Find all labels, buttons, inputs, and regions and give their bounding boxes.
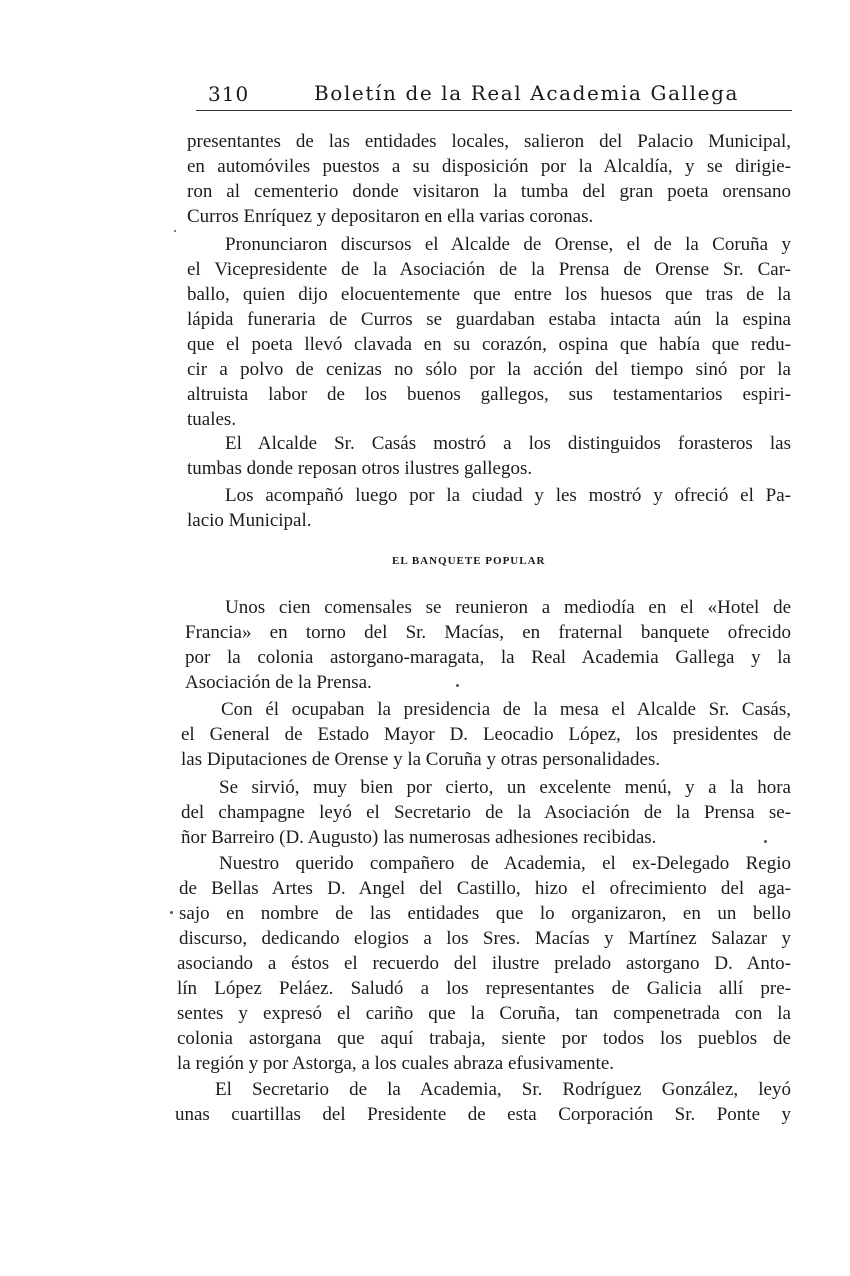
text-line: lápida funeraria de Curros se guardaban estaba intacta aún la espina xyxy=(187,309,791,330)
text-line: el General de Estado Mayor D. Leocadio López, los presidentes de xyxy=(181,724,791,745)
text-line: Los acompañó luego por la ciudad y les mostró y ofreció el Pa- xyxy=(225,485,791,506)
text-line: sajo en nombre de las entidades que lo organizaron, en un bello xyxy=(179,903,791,924)
text-line: del champagne leyó el Secretario de la Asociación de la Prensa se- xyxy=(181,802,791,823)
text-line: el Vicepresidente de la Asociación de la Prensa de Orense Sr. Car- xyxy=(187,259,791,280)
text-line: ñor Barreiro (D. Augusto) las numerosas adhesiones recibidas. xyxy=(181,827,657,848)
text-line: las Diputaciones de Orense y la Coruña y otras personalidades. xyxy=(181,749,661,770)
text-line: presentantes de las entidades locales, salieron del Palacio Municipal, xyxy=(187,131,791,152)
text-line: que el poeta llevó clavada en su corazón, ospina que había que redu- xyxy=(187,334,791,355)
text-line: lacio Municipal. xyxy=(187,510,312,531)
text-line: Con él ocupaban la presidencia de la mesa el Alcalde Sr. Casás, xyxy=(221,699,791,720)
text-line: sentes y expresó el cariño que la Coruña, tan compenetrada con la xyxy=(177,1003,791,1024)
page-number: 310 xyxy=(208,82,250,106)
text-line: lín López Peláez. Saludó a los representantes de Galicia allí pre- xyxy=(177,978,791,999)
text-line: en automóviles puestos a su disposición por la Alcaldía, y se dirigie- xyxy=(187,156,791,177)
text-line: Asociación de la Prensa. xyxy=(185,672,372,693)
text-line: Nuestro querido compañero de Academia, el ex-Delegado Regio xyxy=(219,853,791,874)
text-line: El Secretario de la Academia, Sr. Rodríguez González, leyó xyxy=(215,1079,791,1100)
text-line: tuales. xyxy=(187,409,237,430)
text-line: altruista labor de los buenos gallegos, sus testamentarios espiri- xyxy=(187,384,791,405)
text-line: por la colonia astorgano-maragata, la Real Academia Gallega y la xyxy=(185,647,791,668)
text-line: asociando a éstos el recuerdo del ilustre prelado astorgano D. Anto- xyxy=(177,953,791,974)
text-line: discurso, dedicando elogios a los Sres. Macías y Martínez Salazar y xyxy=(179,928,791,949)
text-line: unas cuartillas del Presidente de esta Corporación Sr. Ponte y xyxy=(175,1104,791,1125)
section-heading: EL BANQUETE POPULAR xyxy=(392,555,546,567)
text-line: Francia» en torno del Sr. Macías, en fraternal banquete ofrecido xyxy=(185,622,791,643)
text-line: Pronunciaron discursos el Alcalde de Orense, el de la Coruña y xyxy=(225,234,791,255)
text-line: Curros Enríquez y depositaron en ella varias coronas. xyxy=(187,206,594,227)
text-line: cir a polvo de cenizas no sólo por la acción del tiempo sinó por la xyxy=(187,359,791,380)
text-line: Unos cien comensales se reunieron a mediodía en el «Hotel de xyxy=(225,597,791,618)
text-line: tumbas donde reposan otros ilustres gallegos. xyxy=(187,458,533,479)
text-line: la región y por Astorga, a los cuales abraza efusivamente. xyxy=(177,1053,615,1074)
scan-speck xyxy=(170,911,173,914)
scan-speck xyxy=(456,684,459,687)
text-line: Se sirvió, muy bien por cierto, un excelente menú, y a la hora xyxy=(219,777,791,798)
scan-speck xyxy=(174,230,176,232)
text-line: ron al cementerio donde visitaron la tumba del gran poeta orensano xyxy=(187,181,791,202)
text-line: de Bellas Artes D. Angel del Castillo, hizo el ofrecimiento del aga- xyxy=(179,878,791,899)
journal-title: Boletín de la Real Academia Gallega xyxy=(314,81,739,105)
text-line: colonia astorgana que aquí trabaja, siente por todos los pueblos de xyxy=(177,1028,791,1049)
text-line: ballo, quien dijo elocuentemente que entre los huesos que tras de la xyxy=(187,284,791,305)
running-header xyxy=(196,80,792,111)
scan-speck xyxy=(764,840,767,843)
text-line: El Alcalde Sr. Casás mostró a los distinguidos forasteros las xyxy=(225,433,791,454)
